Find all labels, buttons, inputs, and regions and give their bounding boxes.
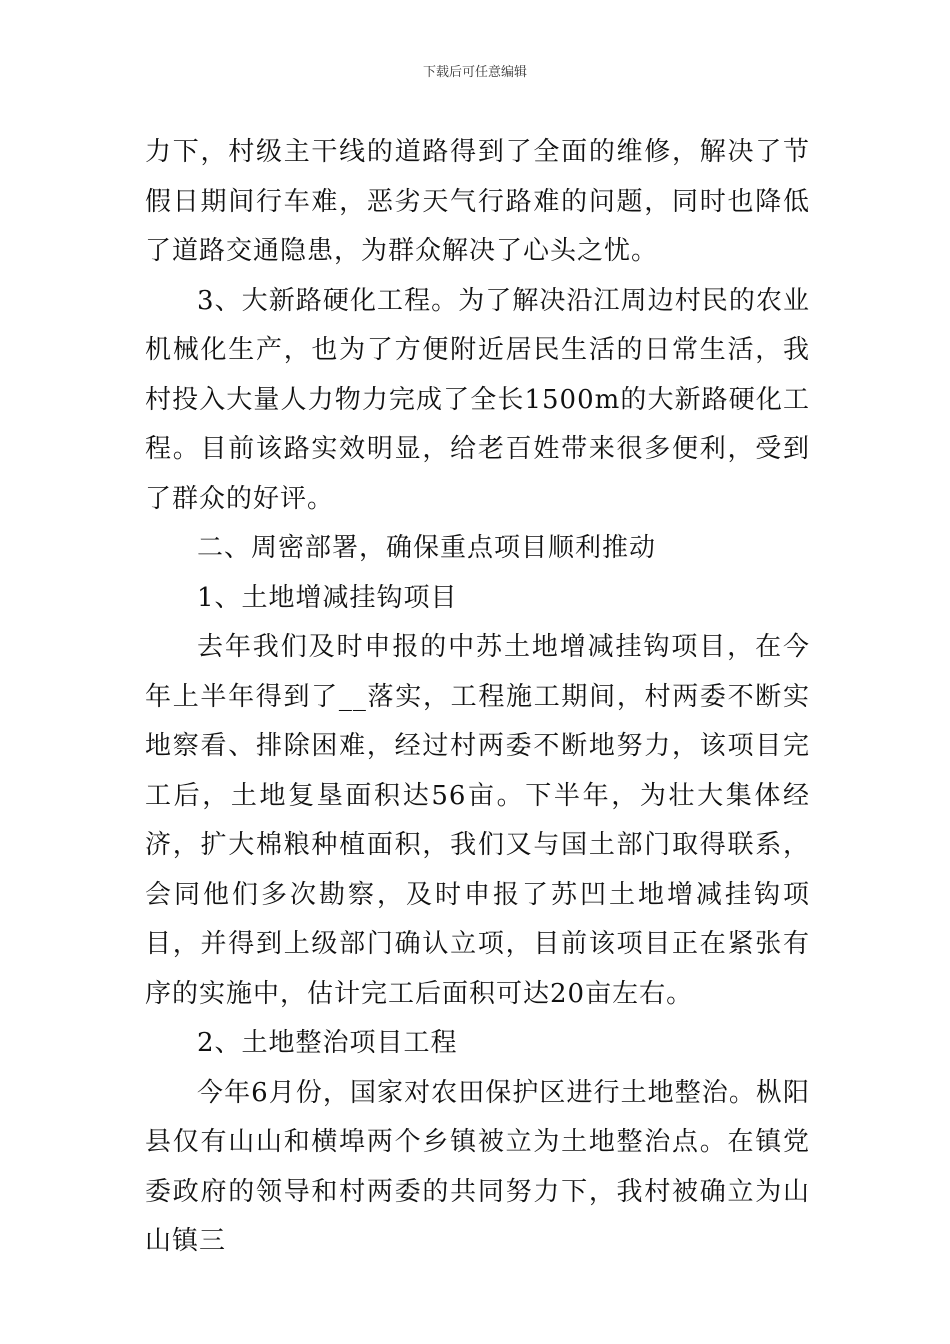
paragraph-road-repair-continued: 力下，村级主干线的道路得到了全面的维修，解决了节假日期间行车难，恶劣天气行路难的问题，同时也降低了道路交通隐患，为群众解决了心头之忧。 [145, 137, 810, 266]
subheading-land-consolidation-project: 2、土地整治项目工程 [197, 1028, 458, 1058]
paragraph-land-consolidation-details: 今年6月份，国家对农田保护区进行土地整治。枞阳县仅有山山和横埠两个乡镇被立为土地整治点。在镇党委政府的领导和村两委的共同努力下，我村被确立为山山镇三 [145, 1077, 810, 1256]
section-heading-key-projects: 二、周密部署，确保重点项目顺利推动 [197, 533, 657, 563]
document-body [145, 128, 810, 1267]
paragraph-land-linkage-details: 去年我们及时申报的中苏土地增减挂钩项目，在今年上半年得到了__落实，工程施工期间，村两委不断实地察看、排除困难，经过村两委不断地努力，该项目完工后，土地复垦面积达56亩。下半年，为壮大集体经济，扩大棉粮种植面积，我们又与国土部门取得联系，会同他们多次勘察，及时申报了苏凹土地增减挂钩项目，并得到上级部门确认立项，目前该项目正在紧张有序的实施中，估计完工后面积可达20亩左右。 [145, 632, 810, 1009]
page-header: 下载后可任意编辑 [422, 65, 527, 80]
subheading-land-linkage-project: 1、土地增减挂钩项目 [197, 582, 458, 613]
paragraph-daxin-road-hardening: 3、大新路硬化工程。为了解决沿江周边村民的农业机械化生产，也为了方便附近居民生活的日常生活，我村投入大量人力物力完成了全长1500m的大新路硬化工程。目前该路实效明显，给老百姓带来很多便利，受到了群众的好评。 [145, 285, 810, 514]
